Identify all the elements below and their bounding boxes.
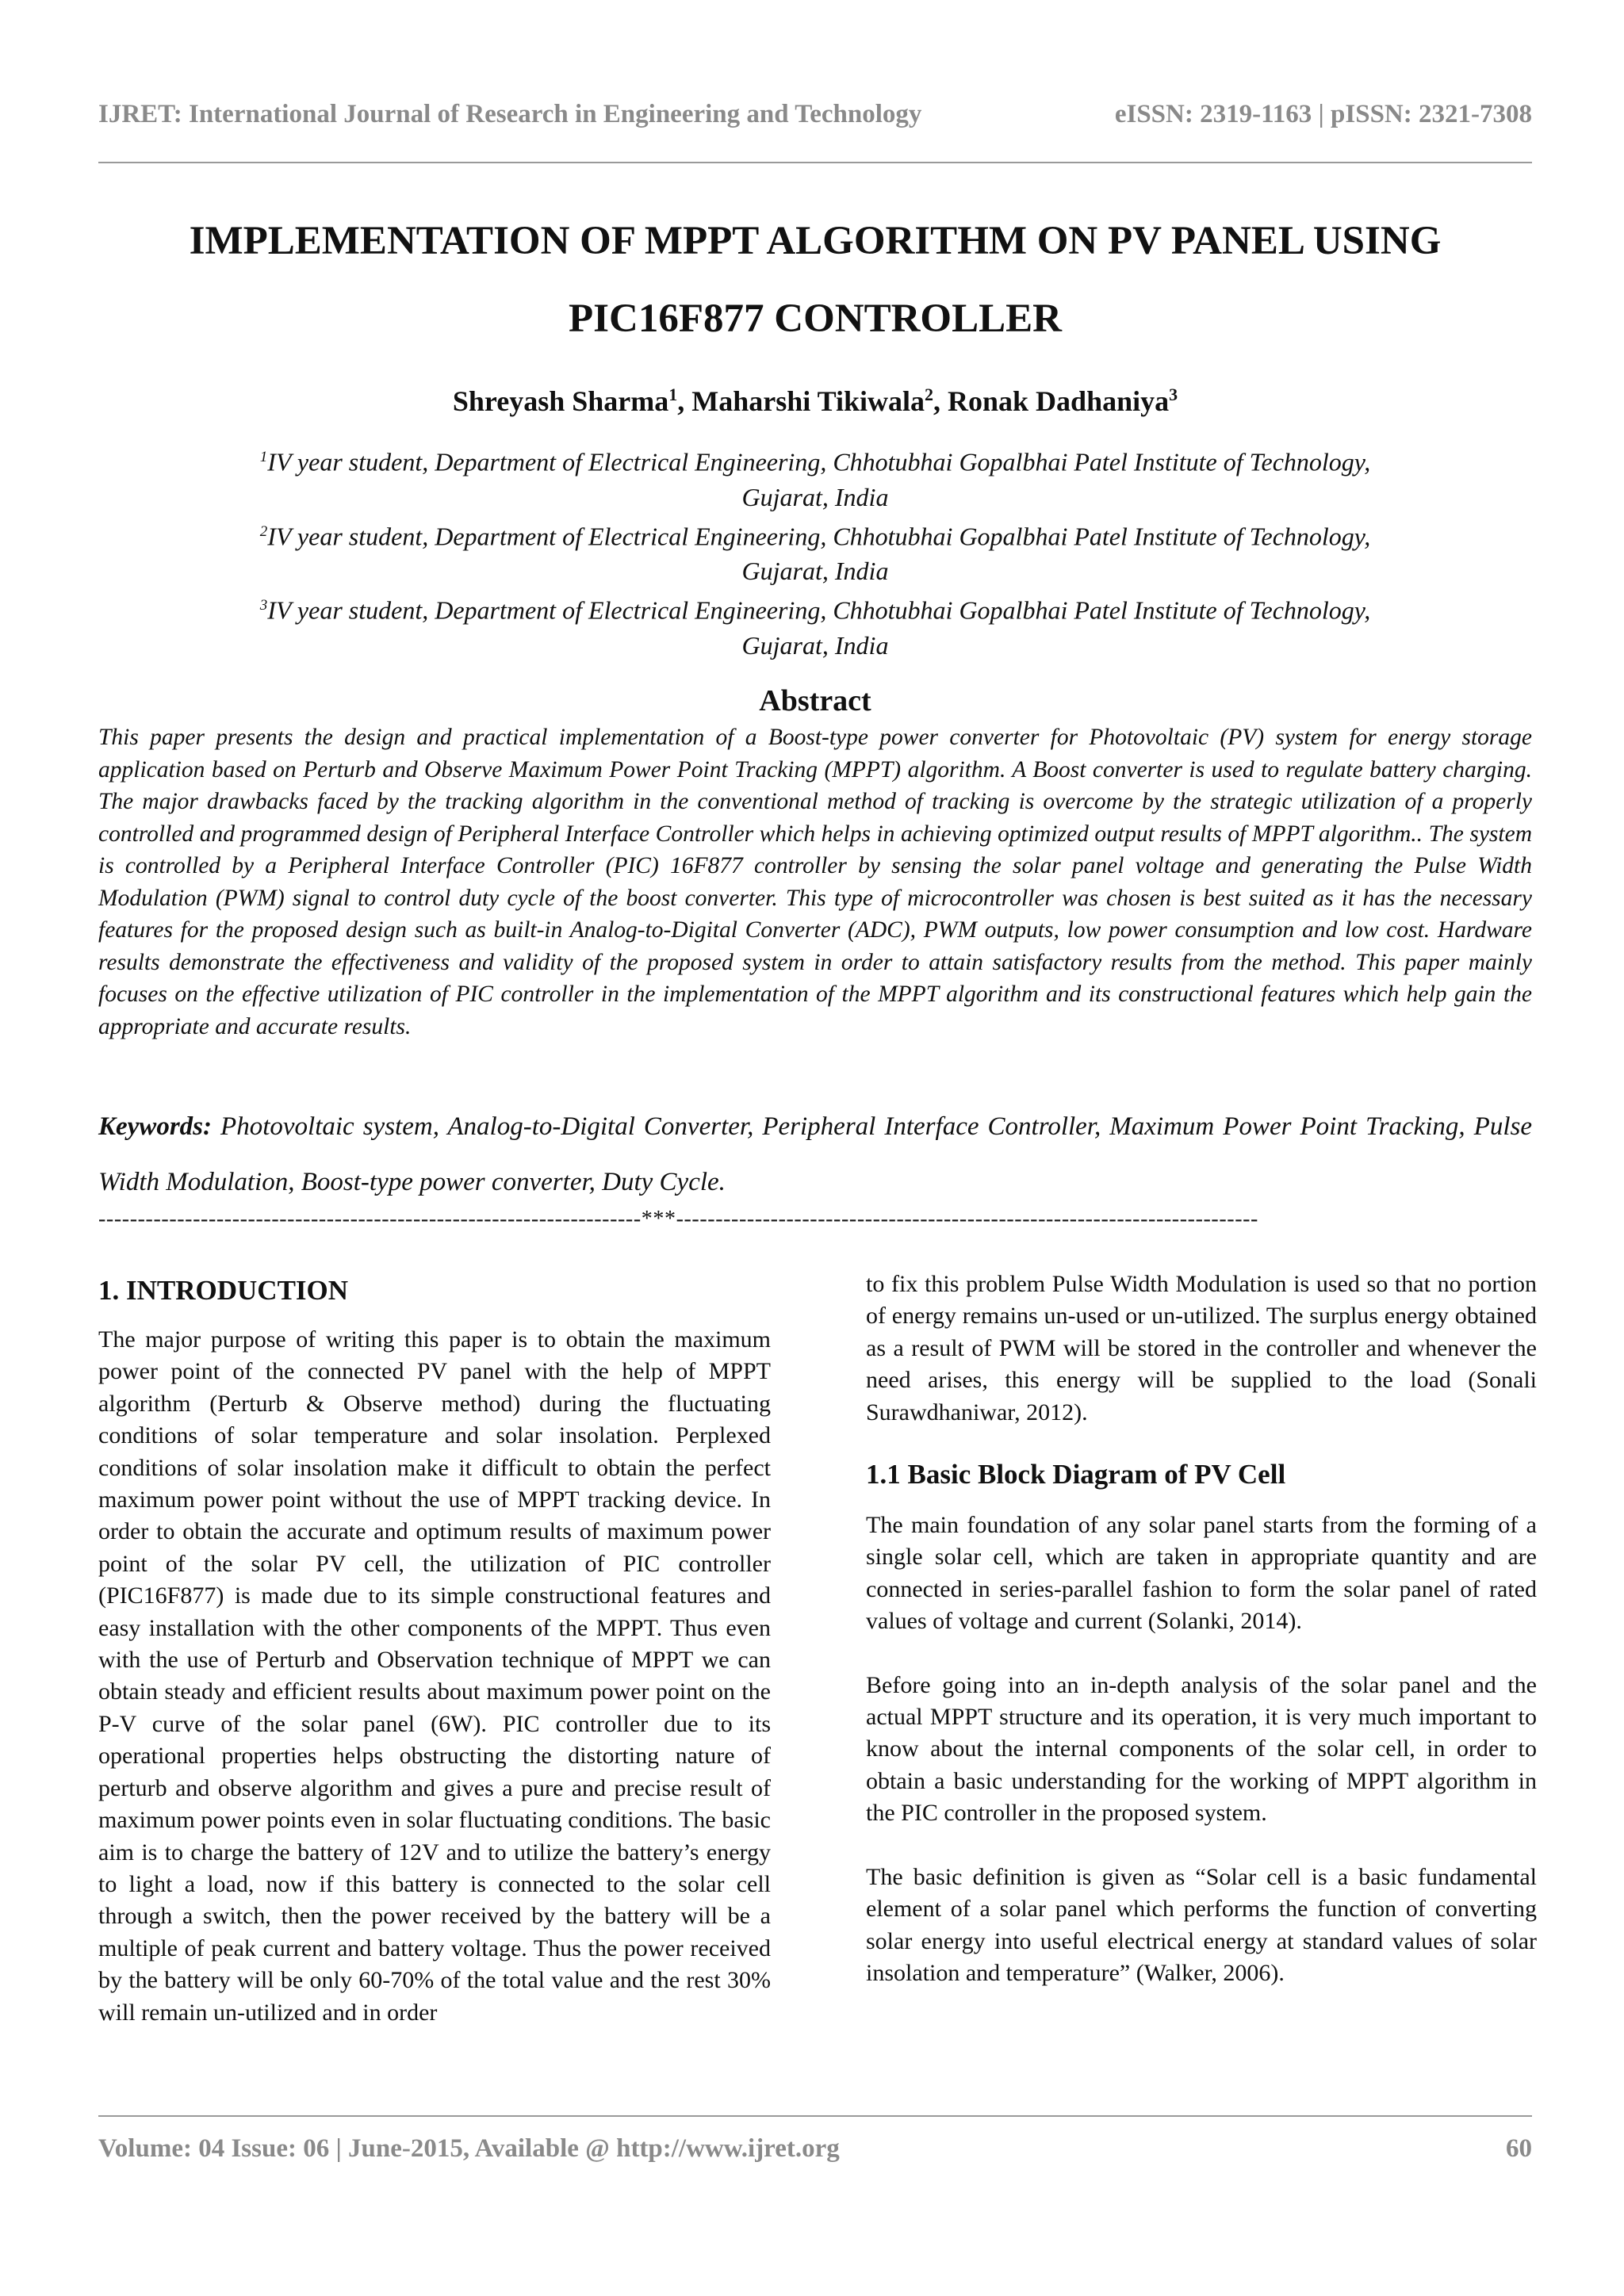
- affiliation-line: IV year student, Department of Electrical Engineering, Chhotubhai Gopalbhai Patel Institute of Technology,: [267, 447, 1371, 476]
- affiliation-line: IV year student, Department of Electrical Engineering, Chhotubhai Gopalbhai Patel Institute of Technology,: [267, 522, 1371, 551]
- affiliation-location: Gujarat, India: [741, 630, 889, 660]
- section-1-1-heading: 1.1 Basic Block Diagram of PV Cell: [866, 1459, 1286, 1490]
- header-rule: [98, 162, 1532, 163]
- title-line-2: PIC16F877 CONTROLLER: [569, 297, 1062, 341]
- journal-header: IJRET: International Journal of Research in Engineering and Technology: [98, 100, 922, 128]
- section-separator: ---------------------------------------------------------------------***--------------------------------------------------------------------------: [98, 1207, 1258, 1231]
- section-1-1-paragraph-1: The main foundation of any solar panel starts from the forming of a single solar cell, which are taken in appropriate quantity and are connected in series-parallel fashion to form the solar panel of rated values of voltage and current (Solanki, 2014).: [866, 1512, 1537, 1635]
- affiliation: [98, 440, 1532, 480]
- author-sup: 2: [925, 385, 934, 404]
- footer-rule: [98, 2115, 1532, 2117]
- author-list: [98, 385, 1532, 418]
- author-sep: ,: [933, 385, 948, 417]
- author-sep: ,: [677, 385, 692, 417]
- author-sup: 1: [668, 385, 678, 404]
- affiliation: [98, 588, 1532, 628]
- affiliation-sup: 1: [259, 449, 268, 465]
- author-name: Shreyash Sharma: [452, 385, 669, 417]
- affiliation-location: Gujarat, India: [741, 482, 889, 511]
- affiliation-location: Gujarat, India: [741, 557, 889, 586]
- keywords-label: Keywords:: [98, 1112, 212, 1141]
- right-column: [866, 1269, 1537, 1989]
- left-column: [98, 1273, 771, 2029]
- author-name: Maharshi Tikiwala: [691, 385, 925, 417]
- issn-header: eISSN: 2319-1163 | pISSN: 2321-7308: [1114, 100, 1532, 128]
- affiliation: [98, 515, 1532, 554]
- keywords: [98, 1099, 1532, 1210]
- abstract-heading: Abstract: [759, 684, 871, 718]
- abstract-text: This paper presents the design and practical implementation of a Boost-type power converter for Photovoltaic (PV) system for energy storage application based on Perturb and Observe Maximum Power Point Tracking (MPPT) algorithm. A Boost converter is used to regulate battery charging. The major drawbacks faced by the tracking algorithm in the conventional method of tracking is overcome by the strategic utilization of a properly controlled and programmed design of Peripheral Interface Controller which helps in achieving optimized output results of MPPT algorithm.. The system is controlled by a Peripheral Interface Controller (PIC) 16F877 controller by sensing the solar panel voltage and generating the Pulse Width Modulation (PWM) signal to control duty cycle of the boost converter. This type of microcontroller was chosen is best suited as it has the necessary features for the proposed design such as built-in Analog-to-Digital Converter (ADC), PWM outputs, low power consumption and low cost. Hardware results demonstrate the effectiveness and validity of the proposed system in order to attain satisfactory results from the method. This paper mainly focuses on the effective utilization of PIC controller in the implementation of the MPPT algorithm and its constructional features which help gain the appropriate and accurate results.: [98, 725, 1532, 1039]
- affiliation-sup: 3: [259, 597, 268, 614]
- section-1-1-paragraph-2: Before going into an in-depth analysis of the solar panel and the actual MPPT structure and its operation, it is very much important to know about the internal components of the solar cell, in order to obtain a basic understanding for the working of MPPT algorithm in the PIC controller in the proposed system.: [866, 1671, 1537, 1827]
- footer-volume: Volume: 04 Issue: 06 | June-2015, Available @ http://www.ijret.org: [98, 2134, 840, 2163]
- author-sup: 3: [1169, 385, 1178, 404]
- affiliation-sup: 2: [259, 522, 268, 540]
- affiliations: [98, 440, 1532, 663]
- introduction-paragraph: The major purpose of writing this paper is to obtain the maximum power point of the connected PV panel with the help of MPPT algorithm (Perturb & Observe method) during the fluctuating conditions of solar temperature and solar insolation. Perplexed conditions of solar insolation make it difficult to obtain the perfect maximum power point without the use of MPPT tracking device. In order to obtain the accurate and optimum results of maximum power point of the solar PV cell, the utilization of PIC controller (PIC16F877) is made due to its simple constructional features and easy installation with the other components of the MPPT. Thus even with the use of Perturb and Observation technique of MPPT we can obtain steady and efficient results about maximum power point on the P-V curve of the solar panel (6W). PIC controller due to its operational properties helps obstructing the distorting nature of perturb and observe algorithm and gives a pure and precise result of maximum power points even in solar fluctuating conditions. The basic aim is to charge the battery of 12V and to utilize the battery’s energy to light a load, now if this battery is connected to the solar cell through a switch, then the power received by the battery will be a multiple of peak current and battery voltage. Thus the power received by the battery will be only 60-70% of the total value and the rest 30% will remain un-utilized and in order: [98, 1326, 771, 2026]
- affiliation-line: IV year student, Department of Electrical Engineering, Chhotubhai Gopalbhai Patel Institute of Technology,: [267, 595, 1371, 625]
- title-line-1: IMPLEMENTATION OF MPPT ALGORITHM ON PV PANEL USING: [189, 219, 1442, 263]
- keywords-text: Photovoltaic system, Analog-to-Digital Converter, Peripheral Interface Controller, Maximum Power Point Tracking, Pulse Width Modulation, Boost-type power converter, Duty Cycle.: [98, 1112, 1532, 1196]
- introduction-continued: to fix this problem Pulse Width Modulation is used so that no portion of energy remains un-used or un-utilized. The surplus energy obtained as a result of PWM will be stored in the controller and whenever the need arises, this energy will be supplied to the load (Sonali Surawdhaniwar, 2012).: [866, 1271, 1537, 1425]
- author-name: Ronak Dadhaniya: [948, 385, 1170, 417]
- section-1-1-paragraph-3: The basic definition is given as “Solar cell is a basic fundamental element of a solar panel which performs the function of converting solar energy into useful electrical energy at standard values of solar insolation and temperature” (Walker, 2006).: [866, 1863, 1537, 1986]
- page-number: 60: [1506, 2134, 1532, 2163]
- paper-title: [98, 202, 1532, 358]
- introduction-heading: 1. INTRODUCTION: [98, 1275, 349, 1306]
